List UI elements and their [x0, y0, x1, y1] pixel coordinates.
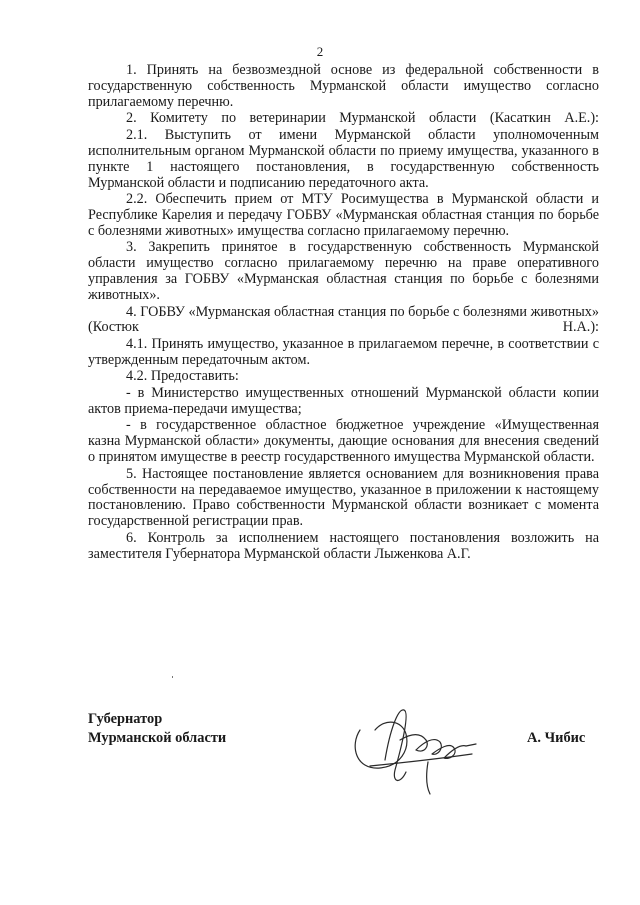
paragraph-5: 5. Настоящее постановление является основанием для возникновения права собственности на передаваемое имущество, указанное в приложении к настоящему постановлению. Право собственности Мурманской области возникает с момента государственной регистрации прав. [88, 465, 599, 530]
paragraph-4: 4. ГОБВУ «Мурманская областная станция по борьбе с болезнями животных» (Костюк Н.А.): [88, 303, 599, 336]
paragraph-2-2: 2.2. Обеспечить прием от МТУ Росимущества в Мурманской области и Республике Карелия и передачу ГОБВУ «Мурманская областная станция по борьбе с болезнями животных» имущества согласно прилагаемому перечню. [88, 191, 599, 239]
paragraph-4-1: 4.1. Принять имущество, указанное в прилагаемом перечне, в соответствии с утвержденным передаточным актом. [88, 335, 599, 368]
list-item-treasury: - в государственное областное бюджетное учреждение «Имущественная казна Мурманской области» документы, дающие основания для внесения сведений о принятом имуществе в реестр государственного имущества Мурманской области. [88, 417, 599, 466]
signatory-name: А. Чибис [527, 730, 586, 746]
paragraph-2-1: 2.1. Выступить от имени Мурманской области уполномоченным исполнительным органом Мурманской области по приему имущества, указанного в пункте 1 настоящего постановления, в государственную собственность Мурманской области и подписанию передаточного акта. [88, 126, 599, 191]
paragraph-6: 6. Контроль за исполнением настоящего постановления возложить на заместителя Губернатора Мурманской области Лыженкова А.Г. [88, 529, 599, 562]
page-number: 2 [316, 44, 324, 59]
handwritten-signature [340, 690, 490, 800]
stray-dot [172, 676, 173, 678]
document-body [88, 63, 599, 563]
signatory-title [88, 710, 226, 748]
list-item-ministry: - в Министерство имущественных отношений Мурманской области копии актов приема-передачи имущества; [88, 384, 599, 417]
paragraph-1: 1. Принять на безвозмездной основе из федеральной собственности в государственную собственность Мурманской области имущество согласно прилагаемому перечню. [88, 62, 599, 110]
paragraph-2: 2. Комитету по ветеринарии Мурманской области (Касаткин А.Е.): [126, 110, 599, 127]
paragraph-4-2: 4.2. Предоставить: [126, 368, 239, 385]
signatory-title-line1: Губернатор [88, 711, 163, 727]
signatory-title-line2: Мурманской области [88, 730, 227, 746]
paragraph-3: 3. Закрепить принятое в государственную собственность Мурманской области имущество согласно прилагаемому перечню на праве оперативного управления за ГОБВУ «Мурманская областная станция по борьбе с болезнями животных». [88, 239, 599, 304]
